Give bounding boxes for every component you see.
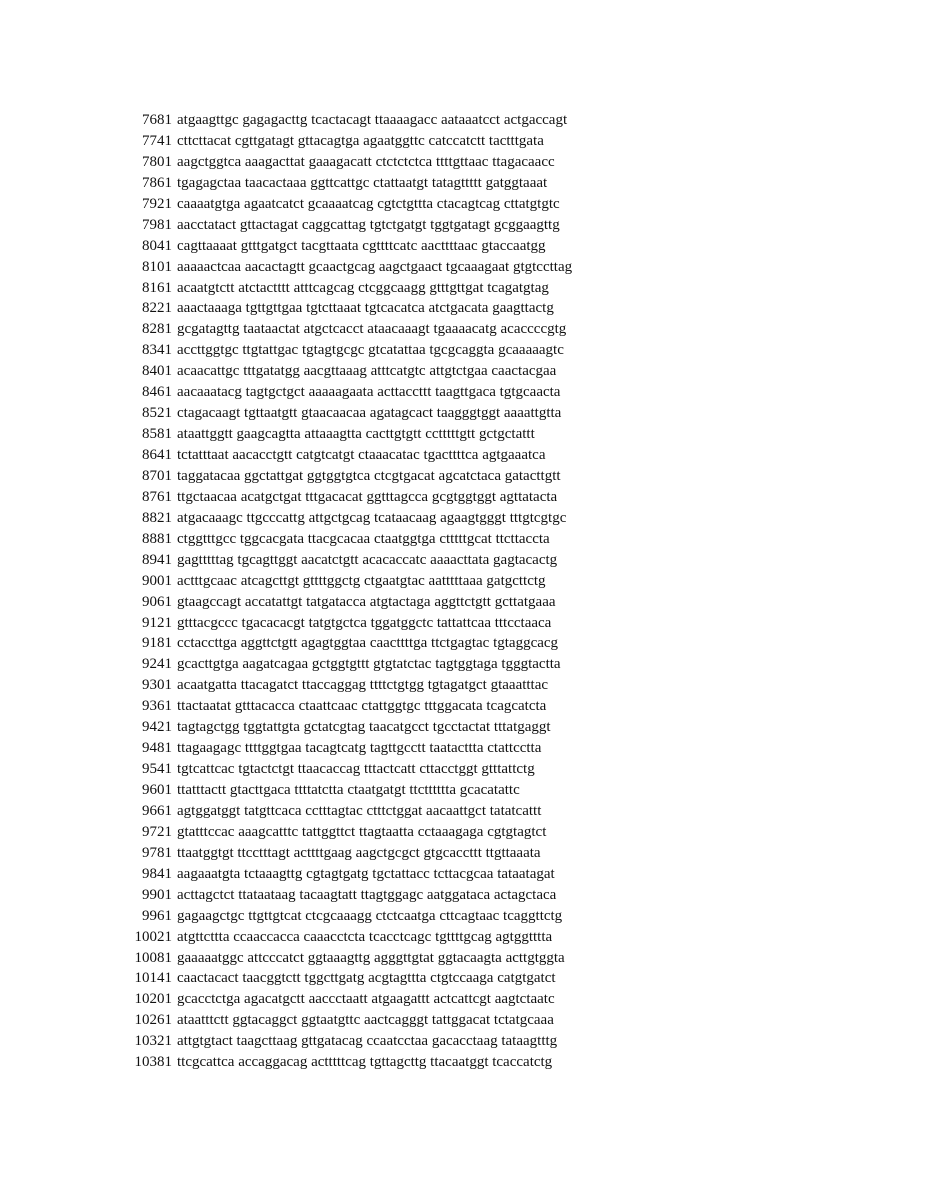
sequence-position: 8461 [142,384,172,401]
sequence-line [120,257,680,278]
sequence-bases: tgagagctaa taacactaaa ggttcattgc ctattaatgt tatagttttt gatggtaaat [177,174,548,191]
sequence-bases: aagctggtca aaagacttat gaaagacatt ctctctctca ttttgttaac ttagacaacc [177,153,555,170]
sequence-bases: aaactaaaga tgttgttgaa tgtcttaaat tgtcacatca atctgacata gaagttactg [177,300,554,317]
sequence-bases: tctatttaat aacacctgtt catgtcatgt ctaaacatac tgacttttca agtgaaatca [177,447,546,463]
sequence-position: 9481 [142,740,172,757]
sequence-position: 10381 [134,1054,172,1071]
sequence-bases: atgacaaagc ttgcccattg attgctgcag tcataacaag agaagtgggt tttgtcgtgc [177,509,567,526]
sequence-listing [120,110,680,1073]
sequence-bases: gcacttgtga aagatcagaa gctggtgttt gtgtatctac tagtggtaga tgggtactta [177,656,561,673]
sequence-line [120,1010,680,1031]
sequence-line [120,529,680,550]
sequence-line [120,236,680,257]
sequence-position: 9961 [142,907,172,924]
sequence-position: 8641 [142,447,172,463]
sequence-bases: gaaaaatggc attcccatct ggtaaagttg agggttgtat ggtacaagta acttgtggta [177,949,565,966]
sequence-line [120,948,680,969]
sequence-bases: tgtcattcac tgtactctgt ttaacaccag tttactcatt cttacctggt gtttattctg [177,761,535,778]
sequence-bases: gagaagctgc ttgttgtcat ctcgcaaagg ctctcaatga cttcagtaac tcaggttctg [177,907,563,924]
sequence-line [120,403,680,424]
sequence-position: 7801 [142,153,172,170]
sequence-position: 9121 [142,614,172,631]
sequence-position: 7921 [142,195,172,212]
sequence-position: 8161 [142,279,172,296]
sequence-bases: ataatttctt ggtacaggct ggtaatgttc aactcagggt tattggacat tctatgcaaa [177,1012,554,1029]
sequence-bases: ttagaagagc ttttggtgaa tacagtcatg tagttgcctt taatacttta ctattcctta [177,740,542,757]
sequence-bases: actttgcaac atcagcttgt gttttggctg ctgaatgtac aatttttaaa gatgcttctg [177,572,546,589]
sequence-bases: cttcttacat cgttgatagt gttacagtga agaatggttc catccatctt tactttgata [177,132,544,149]
sequence-position: 8341 [142,342,172,359]
sequence-line [120,633,680,654]
sequence-line [120,424,680,445]
sequence-position: 8881 [142,530,172,547]
sequence-position: 9541 [142,761,172,778]
sequence-line [120,215,680,236]
sequence-position: 7981 [142,216,172,233]
sequence-line [120,173,680,194]
sequence-bases: gtaagccagt accatattgt tatgatacca atgtactaga aggttctgtt gcttatgaaa [177,593,556,610]
sequence-position: 9721 [142,823,172,840]
sequence-line [120,801,680,822]
sequence-position: 9781 [142,844,172,861]
sequence-position: 10201 [134,991,172,1008]
sequence-line [120,382,680,403]
sequence-line [120,696,680,717]
sequence-line [120,319,680,340]
sequence-line [120,445,680,466]
sequence-line [120,487,680,508]
sequence-line [120,654,680,675]
sequence-line [120,340,680,361]
sequence-line [120,885,680,906]
sequence-position: 10261 [134,1012,172,1029]
sequence-line [120,508,680,529]
sequence-position: 9901 [142,886,172,903]
sequence-position: 10021 [134,928,172,945]
sequence-line [120,738,680,759]
sequence-line [120,361,680,382]
sequence-line [120,675,680,696]
sequence-bases: ataattggtt gaagcagtta attaaagtta cacttgtgtt cctttttgtt gctgctattt [177,426,535,443]
sequence-line [120,1031,680,1052]
sequence-bases: aagaaatgta tctaaagttg cgtagtgatg tgctattacc tcttacgcaa tataatagat [177,865,555,882]
sequence-bases: ctggtttgcc tggcacgata ttacgcacaa ctaatggtga ctttttgcat ttcttaccta [177,530,550,547]
sequence-line [120,194,680,215]
sequence-position: 8821 [142,509,172,526]
sequence-bases: acaatgatta ttacagatct ttaccaggag ttttctgtgg tgtagatgct gtaaatttac [177,677,549,694]
sequence-bases: ttaatggtgt ttcctttagt acttttgaag aagctgcgct gtgcaccttt ttgttaaata [177,844,541,861]
sequence-bases: agtggatggt tatgttcaca cctttagtac ctttctggat aacaattgct tatatcattt [177,802,542,819]
sequence-bases: gtatttccac aaagcatttc tattggttct ttagtaatta cctaaagaga cgtgtagtct [177,823,547,840]
sequence-bases: ttactaatat gtttacacca ctaattcaac ctattggtgc tttggacata tcagcatcta [177,698,547,715]
sequence-bases: aaaaactcaa aacactagtt gcaactgcag aagctgaact tgcaaagaat gtgtccttag [177,258,573,275]
sequence-line [120,759,680,780]
sequence-bases: caaaatgtga agaatcatct gcaaaatcag cgtctgttta ctacagtcag cttatgtgtc [177,195,560,212]
sequence-position: 10081 [134,949,172,966]
sequence-bases: ttatttactt gtacttgaca ttttatctta ctaatgatgt ttctttttta gcacatattc [177,782,520,798]
sequence-line [120,717,680,738]
sequence-line [120,843,680,864]
sequence-position: 8521 [142,405,172,422]
sequence-bases: acttagctct ttataataag tacaagtatt ttagtggagc aatggataca actagctaca [177,886,557,903]
sequence-line [120,927,680,948]
sequence-position: 9601 [142,782,172,798]
sequence-position: 7741 [142,132,172,149]
sequence-bases: ttcgcattca accaggacag actttttcag tgttagcttg ttacaatggt tcaccatctg [177,1054,553,1071]
sequence-line [120,298,680,319]
sequence-position: 8581 [142,426,172,443]
sequence-line [120,780,680,801]
sequence-position: 9241 [142,656,172,673]
sequence-line [120,968,680,989]
sequence-bases: acaatgtctt atctactttt atttcagcag ctcggcaagg gtttgttgat tcagatgtag [177,279,549,296]
sequence-position: 8221 [142,300,172,317]
sequence-bases: gagtttttag tgcagttggt aacatctgtt acacaccatc aaaacttata gagtacactg [177,551,558,568]
sequence-line [120,864,680,885]
sequence-line [120,822,680,843]
sequence-bases: gcgatagttg taataactat atgctcacct ataacaaagt tgaaaacatg acaccccgtg [177,321,567,338]
sequence-position: 8941 [142,551,172,568]
sequence-bases: attgtgtact taagcttaag gttgatacag ccaatcctaa gacacctaag tataagtttg [177,1033,558,1050]
sequence-bases: atgttcttta ccaaccacca caaacctcta tcacctcagc tgttttgcag agtggtttta [177,928,553,945]
sequence-position: 8041 [142,237,172,254]
sequence-line [120,152,680,173]
sequence-position: 9841 [142,865,172,882]
sequence-bases: caactacact taacggtctt tggcttgatg acgtagttta ctgtccaaga catgtgatct [177,970,556,987]
sequence-position: 9181 [142,635,172,652]
sequence-bases: atgaagttgc gagagacttg tcactacagt ttaaaagacc aataaatcct actgaccagt [177,112,568,128]
sequence-line [120,613,680,634]
sequence-position: 9661 [142,802,172,819]
sequence-position: 8761 [142,488,172,505]
sequence-position: 10321 [134,1033,172,1050]
sequence-bases: cctaccttga aggttctgtt agagtggtaa caacttttga ttctgagtac tgtaggcacg [177,635,559,652]
sequence-position: 7861 [142,174,172,191]
sequence-bases: aacaaatacg tagtgctgct aaaaagaata acttaccttt taagttgaca tgtgcaacta [177,384,561,401]
sequence-bases: gcacctctga agacatgctt aaccctaatt atgaagattt actcattcgt aagtctaatc [177,991,555,1008]
sequence-bases: ttgctaacaa acatgctgat tttgacacat ggtttagcca gcgtggtggt agttatacta [177,488,558,505]
sequence-bases: acaacattgc tttgatatgg aacgttaaag atttcatgtc attgtctgaa caactacgaa [177,363,557,380]
sequence-line [120,131,680,152]
sequence-position: 7681 [142,112,172,128]
sequence-line [120,550,680,571]
sequence-position: 8281 [142,321,172,338]
sequence-bases: cagttaaaat gtttgatgct tacgttaata cgttttcatc aacttttaac gtaccaatgg [177,237,546,254]
sequence-position: 8401 [142,363,172,380]
sequence-bases: accttggtgc ttgtattgac tgtagtgcgc gtcatattaa tgcgcaggta gcaaaaagtc [177,342,564,359]
sequence-line [120,906,680,927]
sequence-bases: aacctatact gttactagat caggcattag tgtctgatgt tggtgatagt gcggaagttg [177,216,560,233]
sequence-position: 8101 [142,258,172,275]
sequence-line [120,571,680,592]
sequence-position: 9421 [142,719,172,736]
sequence-line [120,110,680,131]
sequence-bases: taggatacaa ggctattgat ggtggtgtca ctcgtgacat agcatctaca gatacttgtt [177,467,561,484]
sequence-position: 8701 [142,467,172,484]
sequence-position: 9061 [142,593,172,610]
sequence-position: 9301 [142,677,172,694]
sequence-line [120,989,680,1010]
sequence-line [120,592,680,613]
sequence-position: 9001 [142,572,172,589]
sequence-bases: tagtagctgg tggtattgta gctatcgtag taacatgcct tgcctactat tttatgaggt [177,719,551,736]
sequence-bases: ctagacaagt tgttaatgtt gtaacaacaa agatagcact taagggtggt aaaattgtta [177,405,562,422]
sequence-line [120,466,680,487]
sequence-position: 9361 [142,698,172,715]
sequence-bases: gtttacgccc tgacacacgt tatgtgctca tggatggctc tattattcaa tttcctaaca [177,614,552,631]
sequence-line [120,1052,680,1073]
sequence-line [120,278,680,299]
sequence-position: 10141 [134,970,172,987]
